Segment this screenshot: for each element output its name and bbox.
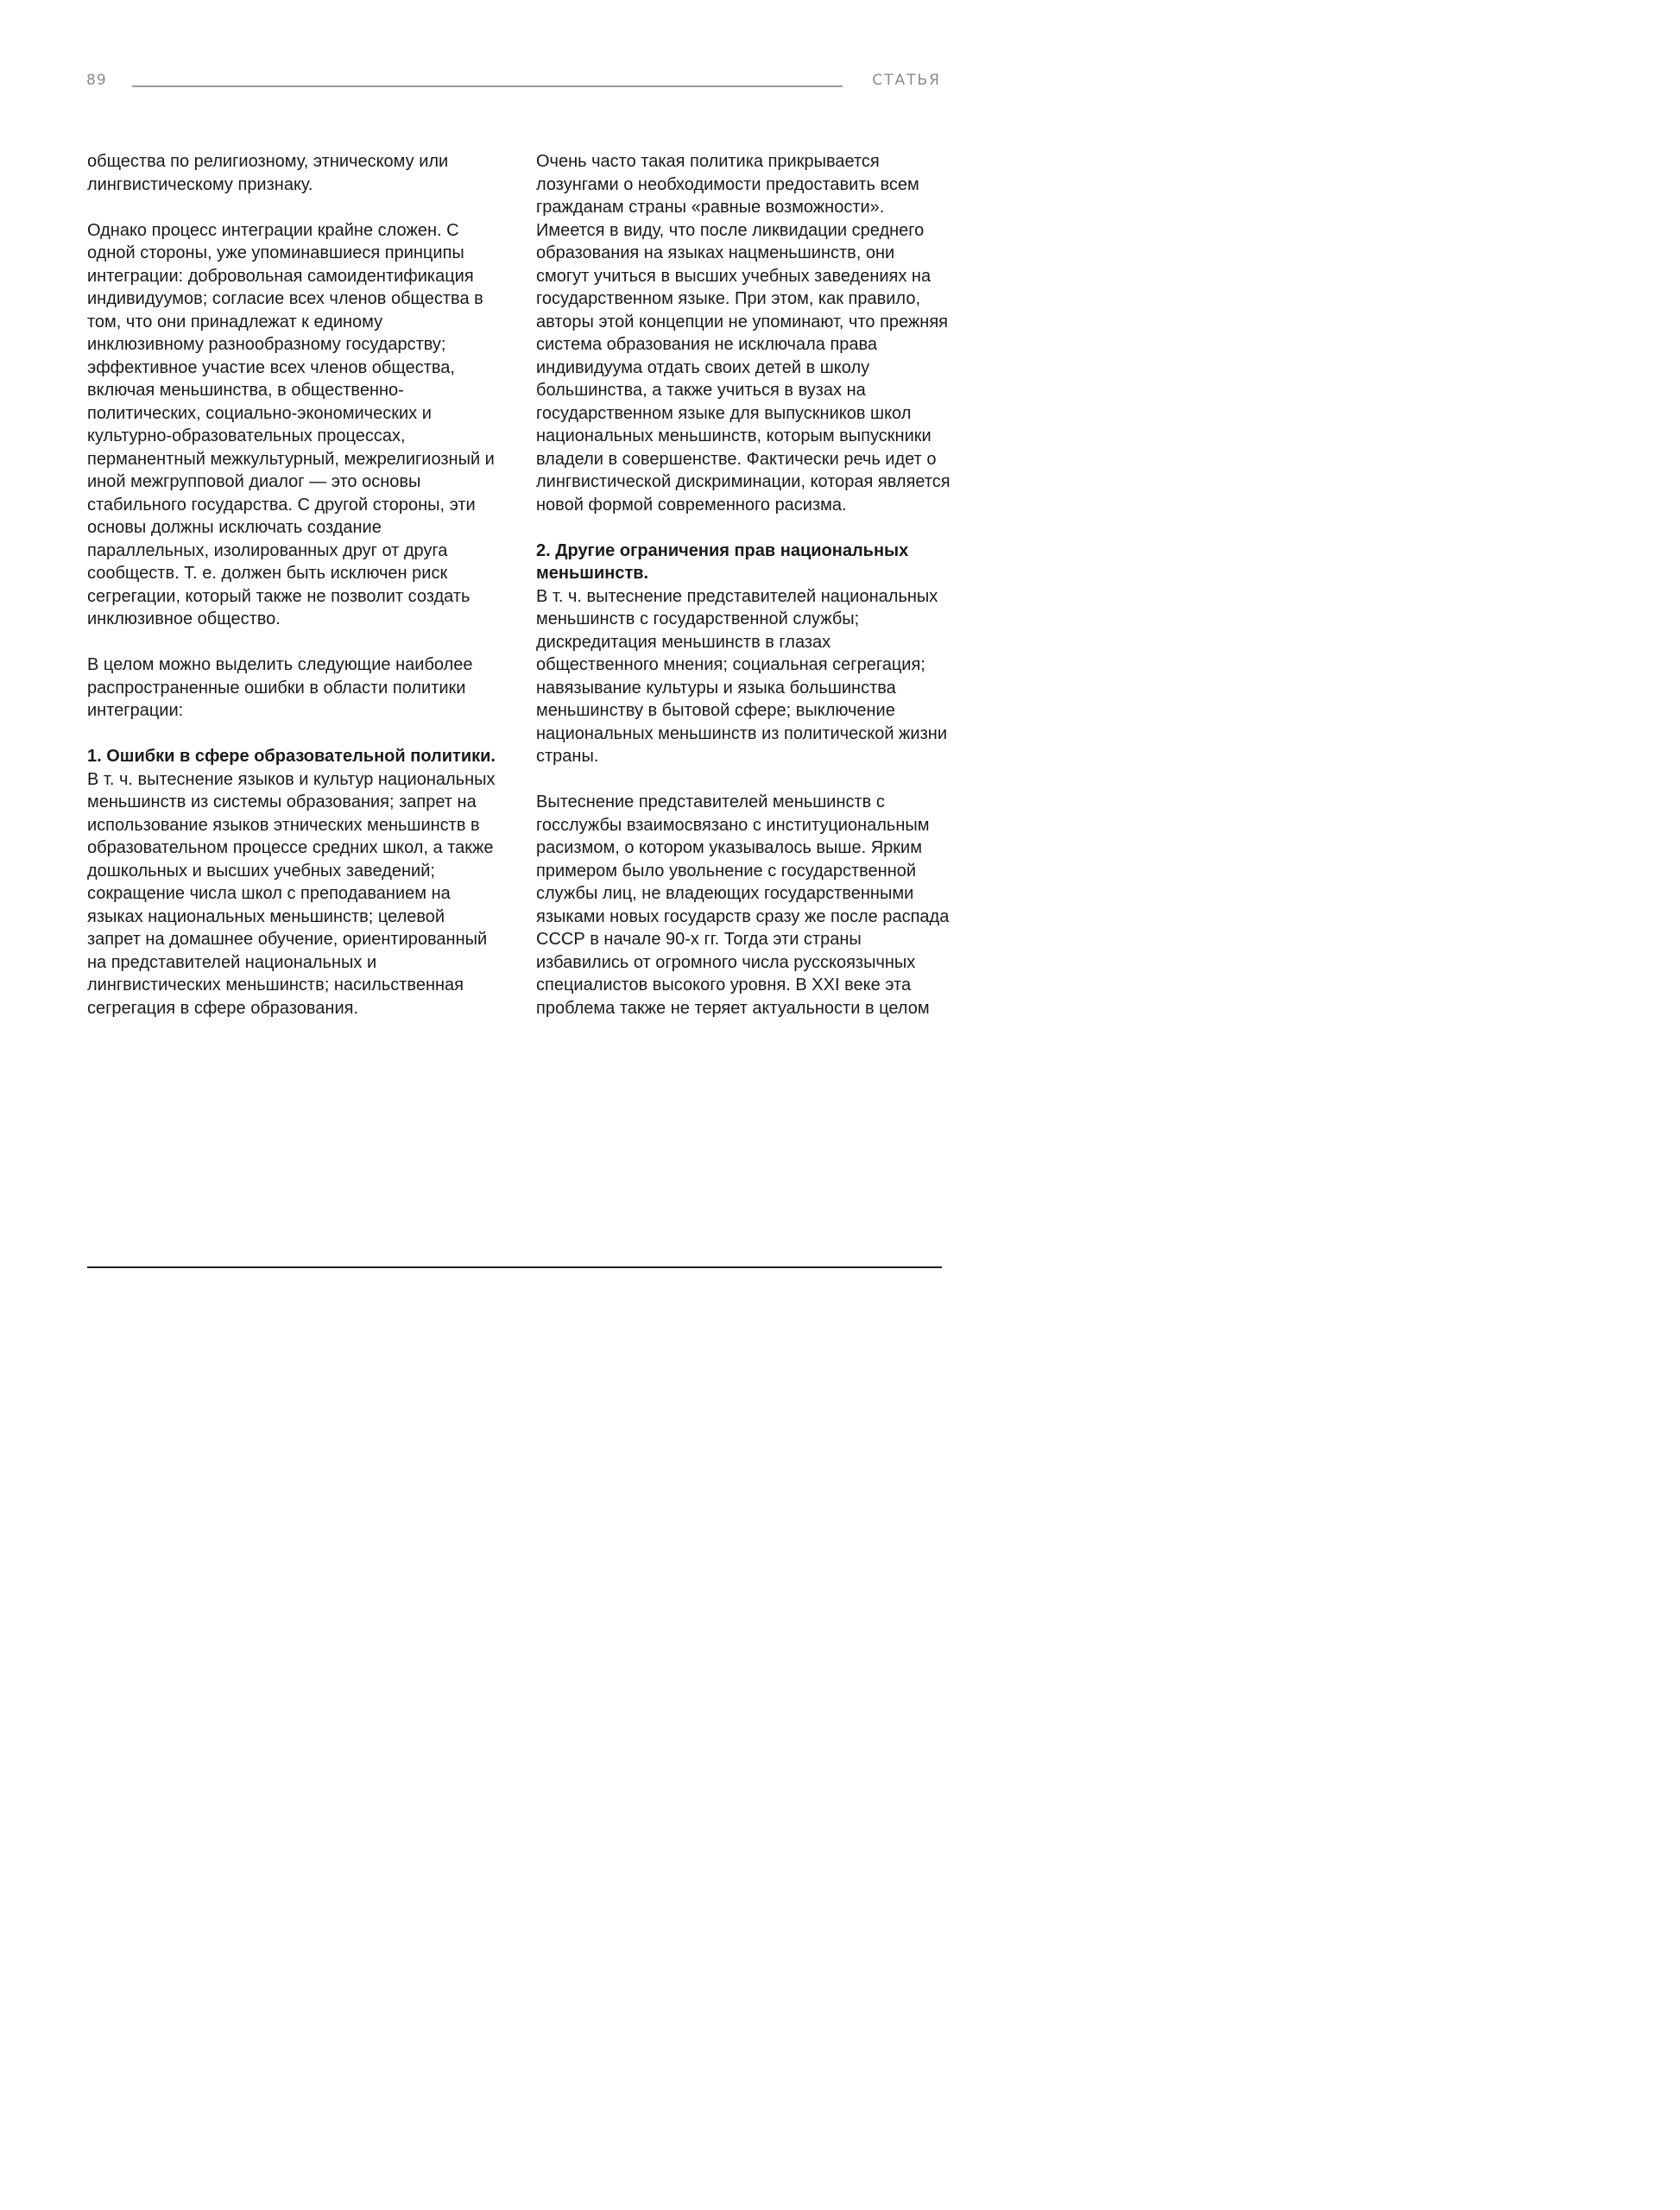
paragraph xyxy=(87,745,502,1020)
paragraph: общества по религиозному, этническому или лингвистическому признаку. xyxy=(87,152,449,194)
paragraph: Очень часто такая политика прикрывается лозунгами о необходимости предоставить всем гражданам страны «равные возможности». Имеется в виду, что после ликвидации среднего образования на языках нацменьшинств, они смогут учиться в высших учебных заведениях на государственном языке. При этом, как правило, авторы этой концепции не упоминают, что прежняя система образования не исключала права индивидуума отдать своих детей в школу большинства, а также учиться в вузах на государственном языке для выпускников школ национальных меньшинств, которым выпускники владели в совершенстве. Фактически речь идет о лингвистической дискриминации, которая является новой формой современного расизма. xyxy=(536,152,951,515)
header-rule xyxy=(132,85,843,87)
paragraph-body: В т. ч. вытеснение языков и культур национальных меньшинств из системы образования; запрет на использование языков этнических меньшинств в образовательном процессе средних школ, а также дошкольных и высших учебных заведений; сокращение числа школ с преподаванием на языках национальных меньшинств; целевой запрет на домашнее обучение, ориентированный на представителей национальных и лингвистических меньшинств; насильственная сегрегация в сфере образования. xyxy=(87,769,496,1018)
paragraph xyxy=(536,540,951,768)
section-heading: 2. Другие ограничения прав национальных меньшинств. xyxy=(536,540,909,583)
paragraph: Однако процесс интеграции крайне сложен. С одной стороны, уже упоминавшиеся принципы интеграции: добровольная самоидентификация индивидуумов; согласие всех членов общества в том, что они принадлежат к единому инклюзивному разнообразному государству; эффективное участие всех членов общества, включая меньшинства, в общественно-политических, социально-экономических и культурно-образовательных процессах, перманентный межкультурный, межрелигиозный и иной межгрупповой диалог — это основы стабильного государства. С другой стороны, эти основы должны исключать создание параллельных, изолированных друг от друга сообществ. Т. е. должен быть исключен риск сегрегации, который также не позволит создать инклюзивное общество. xyxy=(87,220,495,628)
paragraph: В целом можно выделить следующие наиболее распространенные ошибки в области политики интеграции: xyxy=(87,655,473,720)
right-column xyxy=(536,150,951,1043)
section-heading: 1. Ошибки в сфере образовательной политики. xyxy=(87,747,496,766)
left-column xyxy=(87,150,502,1043)
section-label: СТАТЬЯ xyxy=(872,72,941,89)
paragraph: Вытеснение представителей меньшинств с госслужбы взаимосвязано с институциональным расизмом, о котором указывалось выше. Ярким примером было увольнение с государственной службы лиц, не владеющих государственными языками новых государств сразу же после распада СССР в начале 90-х гг. Тогда эти страны избавились от огромного числа русскоязычных специалистов высокого уровня. В XXI веке эта проблема также не теряет актуальности в целом xyxy=(536,792,950,1018)
footer-rule xyxy=(87,1266,942,1268)
paragraph-body: В т. ч. вытеснение представителей национальных меньшинств с государственной службы; дискредитация меньшинств в глазах общественного мнения; социальная сегрегация; навязывание культуры и языка большинства меньшинству в бытовой сфере; выключение национальных меньшинств из политической жизни страны. xyxy=(536,586,947,766)
page-number: 89 xyxy=(86,72,107,89)
